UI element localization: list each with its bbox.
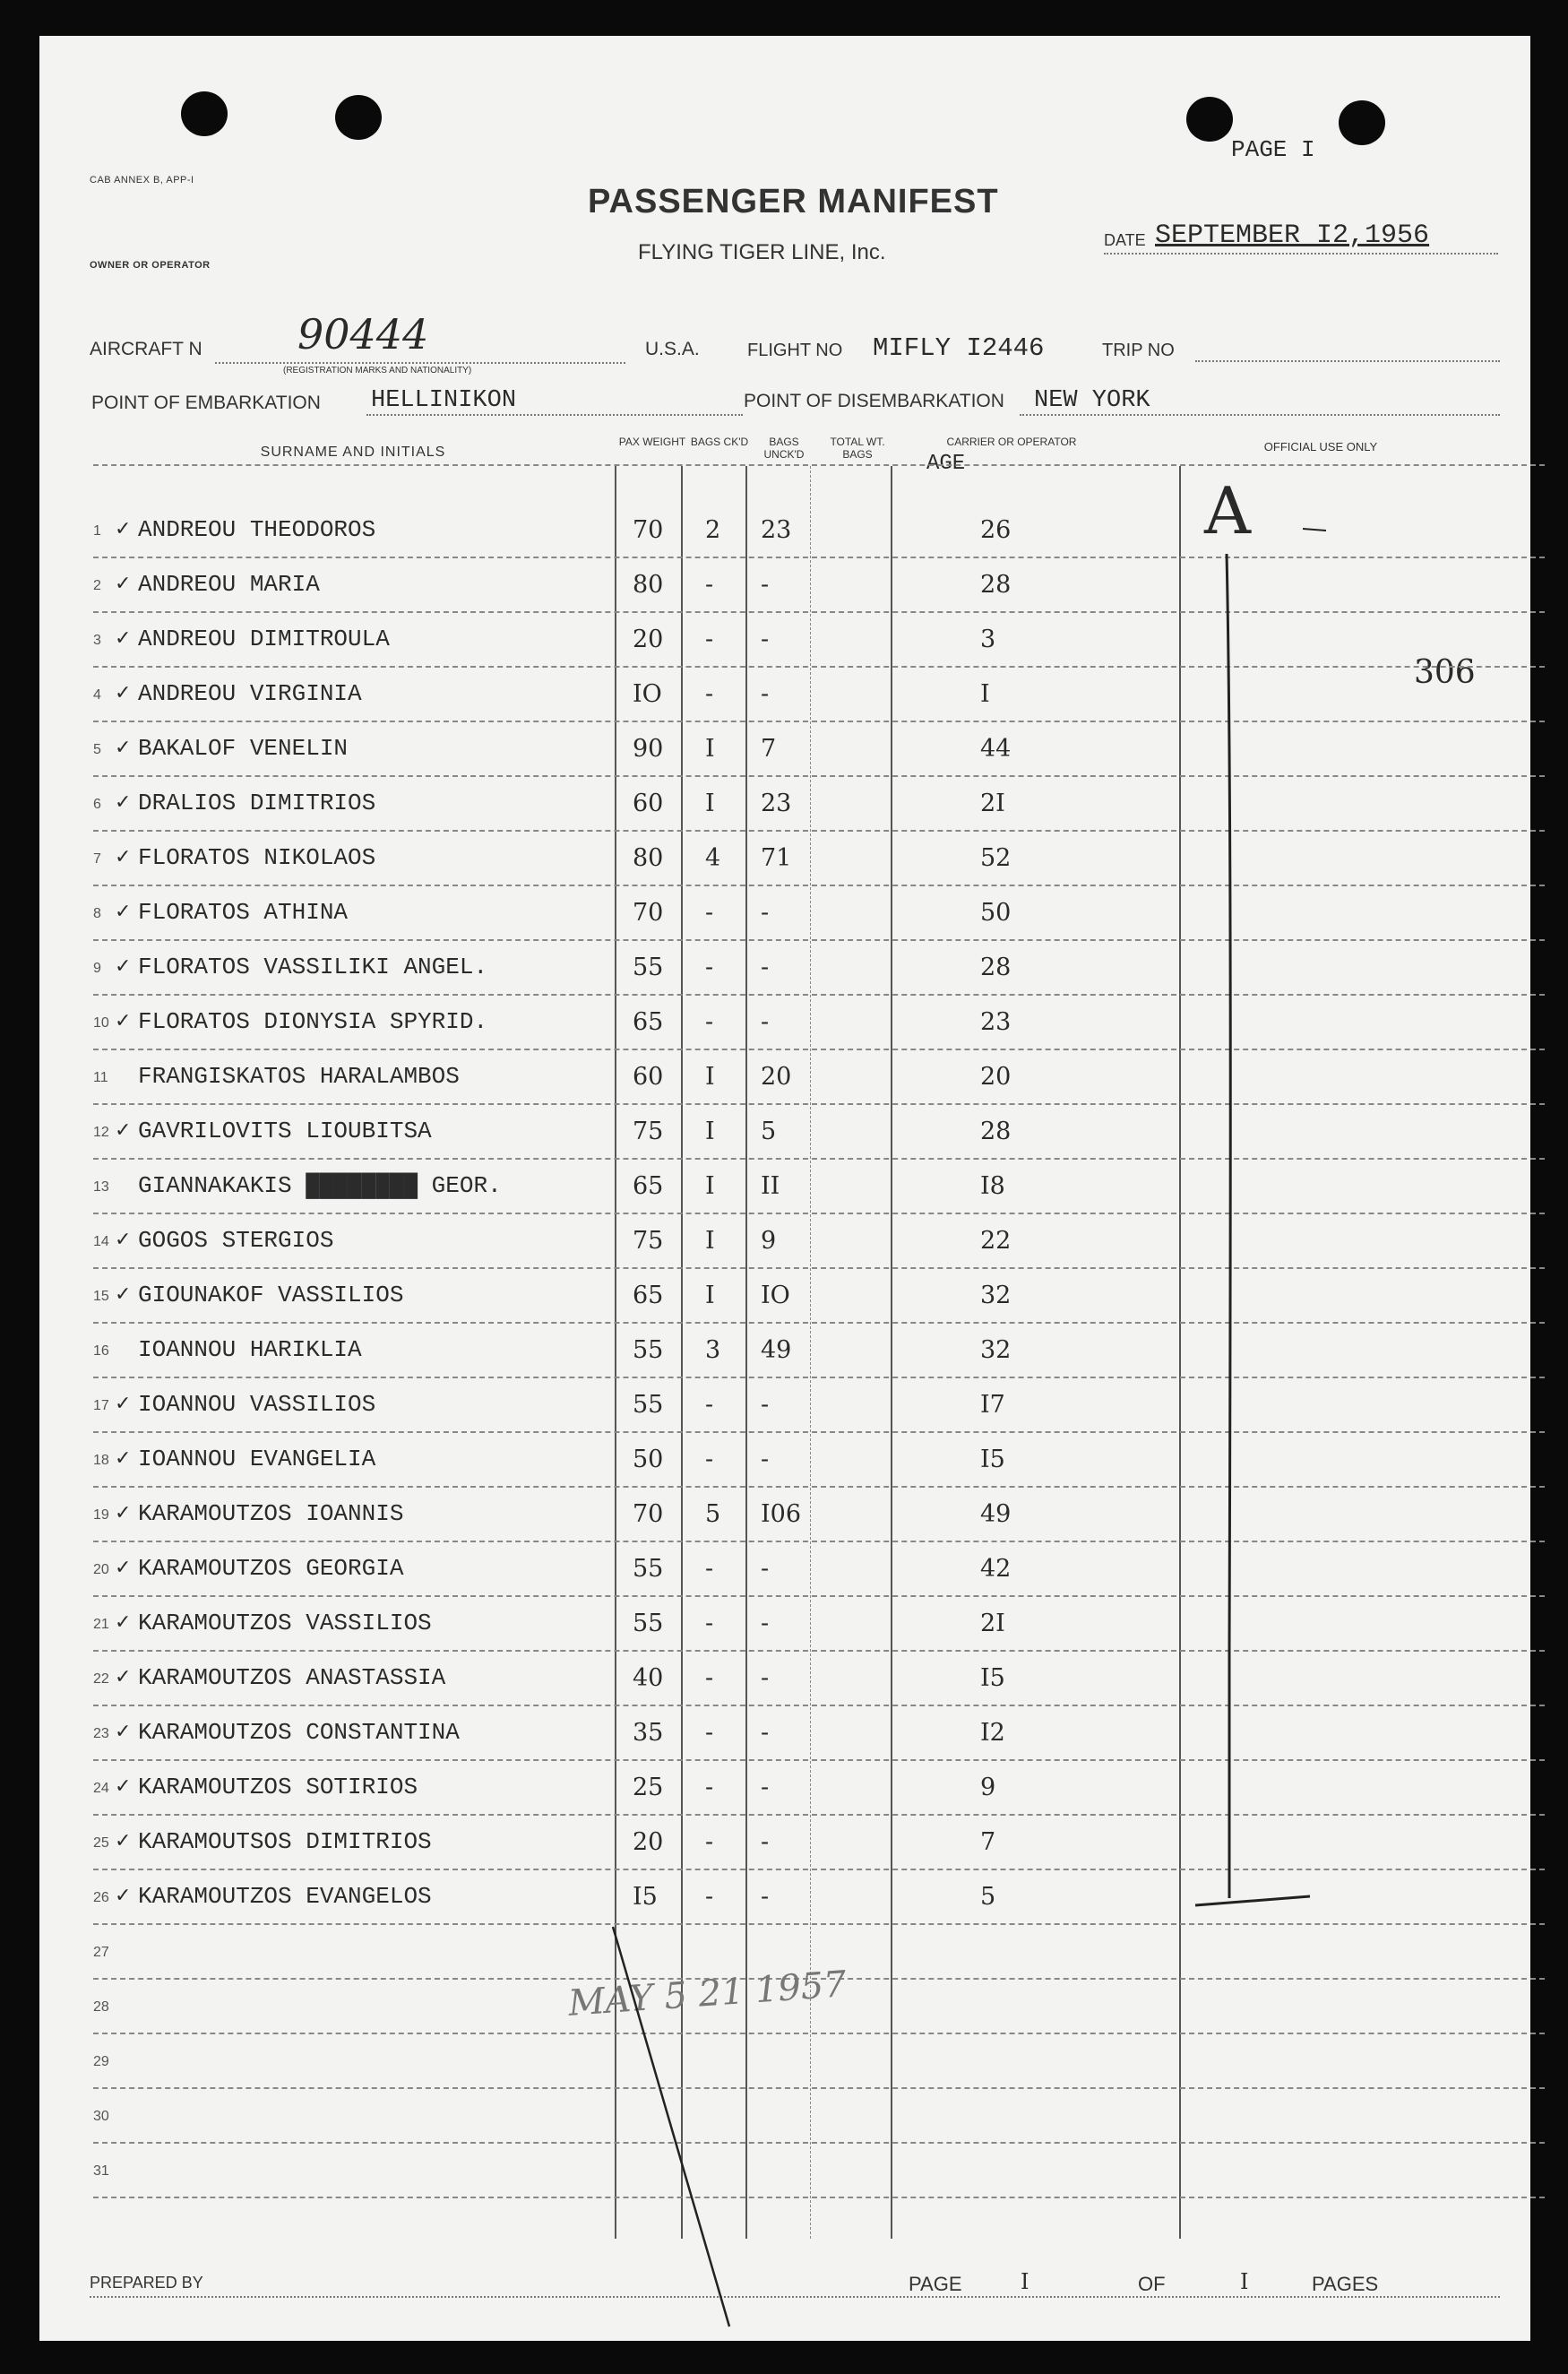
bags-checked: - — [705, 1774, 714, 1801]
pax-weight: 25 — [633, 1774, 664, 1801]
bag-weight: 49 — [761, 1336, 792, 1364]
row-number: 16 — [93, 1343, 109, 1359]
row-number: 22 — [93, 1671, 109, 1687]
pax-weight: 55 — [633, 1391, 664, 1419]
bags-checked: I — [705, 1118, 715, 1145]
bags-checked: - — [705, 1664, 714, 1692]
passenger-name: FLORATOS NIKOLAOS — [138, 844, 376, 871]
passenger-name: GIOUNAKOF VASSILIOS — [138, 1282, 404, 1308]
pax-weight: 75 — [633, 1227, 664, 1255]
row-number: 6 — [93, 797, 101, 812]
col-official-header: OFFICIAL USE ONLY — [1263, 440, 1378, 453]
row-number: 29 — [93, 2054, 109, 2069]
bags-checked: 4 — [705, 844, 721, 872]
check-mark: ✓ — [115, 1447, 132, 1470]
check-mark: ✓ — [115, 573, 132, 595]
row-number: 24 — [93, 1781, 109, 1796]
bag-weight: - — [761, 1883, 770, 1911]
passenger-age: 7 — [980, 1828, 996, 1856]
passenger-age: I5 — [980, 1446, 1005, 1473]
footer-pages-label: PAGES — [1312, 2273, 1379, 2295]
row-number: 25 — [93, 1835, 109, 1851]
passenger-age: 26 — [980, 516, 1012, 544]
passenger-age: 50 — [980, 899, 1012, 927]
row-number: 21 — [93, 1617, 109, 1632]
passenger-name: KARAMOUTZOS ANASTASSIA — [138, 1664, 446, 1691]
bags-checked: I — [705, 1227, 715, 1255]
date-value: SEPTEMBER I2,1956 — [1155, 220, 1430, 251]
pax-weight: 55 — [633, 1555, 664, 1583]
passenger-name: ANDREOU THEODOROS — [138, 516, 376, 543]
flight-label: FLIGHT NO — [747, 341, 843, 360]
check-mark: ✓ — [115, 1119, 132, 1142]
owner-label: OWNER OR OPERATOR — [90, 260, 211, 271]
row-number: 7 — [93, 851, 101, 867]
pax-weight: 50 — [633, 1446, 664, 1473]
passenger-age: 28 — [980, 571, 1012, 599]
passenger-name: GOGOS STERGIOS — [138, 1227, 334, 1254]
passenger-age: 23 — [980, 1008, 1012, 1036]
passenger-age: 28 — [980, 954, 1012, 981]
bag-weight: - — [761, 1008, 770, 1036]
pax-weight: 65 — [633, 1008, 664, 1036]
passenger-age: I7 — [980, 1391, 1005, 1419]
bags-checked: - — [705, 1555, 714, 1583]
footer-page-label: PAGE — [909, 2273, 962, 2295]
bags-checked: - — [705, 899, 714, 927]
check-mark: ✓ — [115, 737, 132, 759]
bags-checked: - — [705, 1610, 714, 1637]
passenger-name: KARAMOUTZOS CONSTANTINA — [138, 1719, 460, 1746]
passenger-name: BAKALOF VENELIN — [138, 735, 349, 762]
pax-weight: 20 — [633, 1828, 664, 1856]
col-age-header: CARRIER OR OPERATOR — [946, 436, 1077, 448]
row-number: 26 — [93, 1890, 109, 1905]
embarkation-label: POINT OF EMBARKATION — [91, 393, 321, 413]
passenger-name: ANDREOU MARIA — [138, 571, 320, 598]
row-number: 9 — [93, 961, 101, 976]
row-number: 23 — [93, 1726, 109, 1741]
pax-weight: 75 — [633, 1118, 664, 1145]
check-mark: ✓ — [115, 1721, 132, 1743]
bags-checked: - — [705, 1719, 714, 1747]
passenger-name: FLORATOS ATHINA — [138, 899, 349, 926]
bag-weight: - — [761, 1391, 770, 1419]
bag-weight: - — [761, 1446, 770, 1473]
pax-weight: 90 — [633, 735, 664, 763]
passenger-age: 52 — [980, 844, 1012, 872]
col-bags-header: BAGS CK'D — [690, 436, 749, 448]
row-number: 14 — [93, 1234, 109, 1249]
bag-weight: - — [761, 954, 770, 981]
bags-checked: - — [705, 1391, 714, 1419]
pax-weight: 60 — [633, 1063, 664, 1091]
row-number: 1 — [93, 523, 101, 539]
passenger-name: KARAMOUTZOS EVANGELOS — [138, 1883, 432, 1910]
bags-checked: - — [705, 1446, 714, 1473]
bag-weight: 71 — [761, 844, 792, 872]
passenger-name: GIANNAKAKIS ████████ GEOR. — [138, 1172, 502, 1199]
passenger-age: 32 — [980, 1282, 1012, 1309]
bags-checked: I — [705, 735, 715, 763]
check-mark: ✓ — [115, 1611, 132, 1634]
row-number: 19 — [93, 1507, 109, 1523]
page-number: PAGE I — [1231, 136, 1315, 163]
row-number: 8 — [93, 906, 101, 921]
pax-weight: I5 — [633, 1883, 658, 1911]
disembarkation-label: POINT OF DISEMBARKATION — [744, 391, 1004, 411]
row-number: 20 — [93, 1562, 109, 1577]
bag-weight: - — [761, 899, 770, 927]
bag-weight: - — [761, 1719, 770, 1747]
check-mark: ✓ — [115, 1885, 132, 1907]
check-mark: ✓ — [115, 1010, 132, 1032]
passenger-age: 22 — [980, 1227, 1012, 1255]
disembarkation-value: NEW YORK — [1034, 387, 1150, 414]
bag-weight: 23 — [761, 790, 792, 817]
passenger-name: IOANNOU HARIKLIA — [138, 1336, 362, 1363]
bags-checked: - — [705, 571, 714, 599]
passenger-age: 2I — [980, 1610, 1005, 1637]
pax-weight: IO — [633, 680, 662, 708]
check-mark: ✓ — [115, 1393, 132, 1415]
passenger-name: IOANNOU EVANGELIA — [138, 1446, 376, 1472]
bag-weight: 7 — [761, 735, 777, 763]
col-bagwt-header: BAGS UNCK'D — [763, 436, 805, 461]
passenger-age: 2I — [980, 790, 1005, 817]
prepared-by-label: PREPARED BY — [90, 2274, 203, 2292]
pax-weight: 70 — [633, 516, 664, 544]
row-number: 11 — [93, 1070, 108, 1085]
bag-weight: II — [761, 1172, 780, 1200]
pax-weight: 80 — [633, 571, 664, 599]
passenger-name: KARAMOUTZOS SOTIRIOS — [138, 1774, 418, 1800]
aircraft-number: 90444 — [297, 310, 429, 358]
usa-label: U.S.A. — [645, 339, 700, 359]
bags-checked: I — [705, 1063, 715, 1091]
bag-weight: I06 — [761, 1500, 802, 1528]
received-stamp: MAY 5 21 1957 — [566, 1964, 849, 2024]
check-mark: ✓ — [115, 1775, 132, 1798]
bags-checked: - — [705, 680, 714, 708]
row-number: 31 — [93, 2163, 109, 2179]
passenger-name: KARAMOUTSOS DIMITRIOS — [138, 1828, 432, 1855]
pax-weight: 65 — [633, 1282, 664, 1309]
passenger-name: KARAMOUTZOS GEORGIA — [138, 1555, 404, 1582]
bags-checked: I — [705, 790, 715, 817]
bag-weight: 5 — [761, 1118, 777, 1145]
passenger-age: 28 — [980, 1118, 1012, 1145]
check-mark: ✓ — [115, 1557, 132, 1579]
trip-label: TRIP NO — [1102, 341, 1175, 360]
bag-weight: - — [761, 571, 770, 599]
passenger-age: 20 — [980, 1063, 1012, 1091]
col-name-header: SURNAME AND INITIALS — [260, 445, 446, 460]
passenger-age: 3 — [980, 626, 996, 653]
passenger-name: GAVRILOVITS LIOUBITSA — [138, 1118, 432, 1144]
bags-checked: I — [705, 1282, 715, 1309]
passenger-age: 9 — [980, 1774, 996, 1801]
registration-note: (REGISTRATION MARKS AND NATIONALITY) — [283, 366, 472, 376]
pax-weight: 55 — [633, 954, 664, 981]
pax-weight: 60 — [633, 790, 664, 817]
passenger-age: 44 — [980, 735, 1012, 763]
check-mark: ✓ — [115, 1666, 132, 1688]
manifest-sheet — [39, 36, 1530, 2341]
pax-weight: 70 — [633, 899, 664, 927]
check-mark: ✓ — [115, 627, 132, 650]
bag-weight: - — [761, 1664, 770, 1692]
passenger-age: I8 — [980, 1172, 1005, 1200]
check-mark: ✓ — [115, 791, 132, 814]
passenger-age: 5 — [980, 1883, 996, 1911]
cab-form-label: CAB ANNEX B, APP-I — [90, 175, 194, 186]
bag-weight: IO — [761, 1282, 790, 1309]
row-number: 17 — [93, 1398, 109, 1413]
bags-checked: 5 — [705, 1500, 721, 1528]
bags-checked: 3 — [705, 1336, 721, 1364]
footer-of-value: I — [1240, 2269, 1249, 2294]
passenger-age: I5 — [980, 1664, 1005, 1692]
row-number: 5 — [93, 742, 101, 757]
bag-weight: - — [761, 1828, 770, 1856]
bags-checked: - — [705, 626, 714, 653]
pax-weight: 55 — [633, 1610, 664, 1637]
bag-weight: 23 — [761, 516, 792, 544]
row-number: 13 — [93, 1179, 109, 1195]
check-mark: ✓ — [115, 518, 132, 540]
passenger-name: FLORATOS VASSILIKI ANGEL. — [138, 954, 488, 980]
row-number: 12 — [93, 1125, 109, 1140]
passenger-age: 42 — [980, 1555, 1012, 1583]
passenger-name: IOANNOU VASSILIOS — [138, 1391, 376, 1418]
row-number: 10 — [93, 1015, 109, 1031]
passenger-name: DRALIOS DIMITRIOS — [138, 790, 376, 816]
check-mark: ✓ — [115, 682, 132, 704]
bags-checked: - — [705, 1883, 714, 1911]
bag-weight: - — [761, 1774, 770, 1801]
check-mark: ✓ — [115, 901, 132, 923]
company-name: FLYING TIGER LINE, Inc. — [638, 240, 886, 264]
aircraft-label: AIRCRAFT N — [90, 339, 202, 359]
passenger-name: ANDREOU DIMITROULA — [138, 626, 390, 652]
bag-weight: 20 — [761, 1063, 792, 1091]
row-number: 15 — [93, 1289, 109, 1304]
bags-checked: 2 — [705, 516, 721, 544]
check-mark: ✓ — [115, 1229, 132, 1251]
pax-weight: 55 — [633, 1336, 664, 1364]
pax-weight: 40 — [633, 1664, 664, 1692]
bags-checked: - — [705, 1828, 714, 1856]
check-mark: ✓ — [115, 1830, 132, 1852]
col-age-label: AGE — [926, 452, 966, 476]
pax-weight: 20 — [633, 626, 664, 653]
bag-weight: - — [761, 1610, 770, 1637]
row-number: 28 — [93, 1999, 109, 2015]
bag-weight: - — [761, 1555, 770, 1583]
check-mark: ✓ — [115, 846, 132, 868]
row-number: 18 — [93, 1453, 109, 1468]
pax-weight: 35 — [633, 1719, 664, 1747]
row-number: 3 — [93, 633, 101, 648]
bag-weight: - — [761, 680, 770, 708]
row-number: 27 — [93, 1945, 109, 1960]
margin-number: 306 — [1414, 654, 1476, 691]
check-mark: ✓ — [115, 1502, 132, 1524]
pax-weight: 65 — [633, 1172, 664, 1200]
handwritten-strokes — [39, 36, 1530, 2341]
passenger-name: FRANGISKATOS HARALAMBOS — [138, 1063, 460, 1090]
footer-of-label: OF — [1138, 2273, 1166, 2295]
page-title: PASSENGER MANIFEST — [588, 183, 999, 220]
bags-checked: I — [705, 1172, 715, 1200]
bags-checked: - — [705, 954, 714, 981]
bags-checked: - — [705, 1008, 714, 1036]
passenger-age: I — [980, 680, 990, 708]
check-mark: ✓ — [115, 1283, 132, 1306]
passenger-name: FLORATOS DIONYSIA SPYRID. — [138, 1008, 488, 1035]
bag-weight: - — [761, 626, 770, 653]
row-number: 30 — [93, 2109, 109, 2124]
col-weight-header: PAX WEIGHT — [618, 436, 686, 448]
date-label: DATE — [1104, 231, 1146, 249]
bag-weight: 9 — [761, 1227, 777, 1255]
official-mark: A — [1204, 473, 1251, 548]
flight-number: MIFLY I2446 — [873, 333, 1045, 363]
passenger-name: ANDREOU VIRGINIA — [138, 680, 362, 707]
row-number: 4 — [93, 687, 101, 703]
passenger-name: KARAMOUTZOS IOANNIS — [138, 1500, 404, 1527]
col-total-header: TOTAL WT. BAGS — [830, 436, 885, 461]
pax-weight: 80 — [633, 844, 664, 872]
passenger-age: 49 — [980, 1500, 1012, 1528]
check-mark: ✓ — [115, 955, 132, 978]
passenger-age: I2 — [980, 1719, 1005, 1747]
passenger-name: KARAMOUTZOS VASSILIOS — [138, 1610, 432, 1636]
footer-page-value: I — [1021, 2269, 1030, 2294]
row-number: 2 — [93, 578, 101, 593]
pax-weight: 70 — [633, 1500, 664, 1528]
passenger-age: 32 — [980, 1336, 1012, 1364]
embarkation-value: HELLINIKON — [371, 387, 517, 414]
